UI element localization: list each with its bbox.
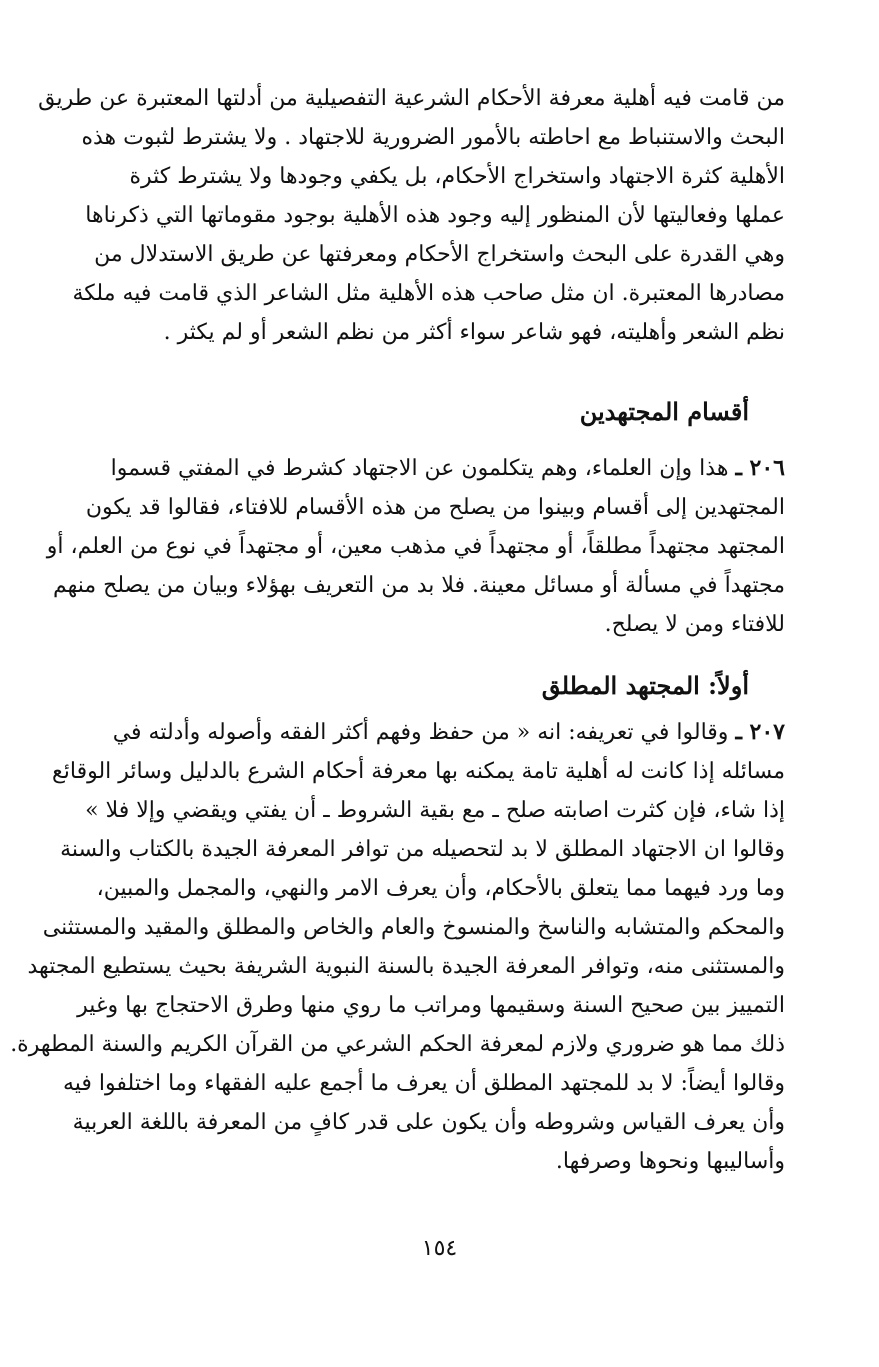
text-line: ذلك مما هو ضروري ولازم لمعرفة الحكم الشرعي من القرآن الكريم والسنة المطهرة. (10, 1032, 785, 1057)
paragraph-number: ٢٠٦ ـ (735, 455, 785, 481)
text-line: التمييز بين صحيح السنة وسقيمها ومراتب ما روي منها وطرق الاحتجاج بها وغير (77, 993, 785, 1018)
text-line: وأن يعرف القياس وشروطه وأن يكون على قدر كافٍ من المعرفة باللغة العربية (72, 1110, 785, 1135)
text-line: وقالوا أيضاً: لا بد للمجتهد المطلق أن يعرف ما أجمع عليه الفقهاء وما اختلفوا فيه (62, 1071, 785, 1096)
text-line: مجتهداً في مسألة أو مسائل معينة. فلا بد من التعريف بهؤلاء وبيان من يصلح منهم (52, 573, 785, 598)
text-line: للافتاء ومن لا يصلح. (604, 612, 785, 637)
text-line: مسائله إذا كانت له أهلية تامة يمكنه بها معرفة أحكام الشرع بالدليل وسائر الوقائع (52, 759, 785, 784)
text-line: عملها وفعاليتها لأن المنظور إليه وجود هذه الأهلية بوجود مقوماتها التي ذكرناها (85, 203, 785, 228)
text-line: وقالوا ان الاجتهاد المطلق لا بد لتحصيله من توافر المعرفة الجيدة بالكتاب والسنة (60, 837, 785, 862)
page-number: ١٥٤ (421, 1236, 458, 1261)
text-line: المجتهد مجتهداً مطلقاً، أو مجتهداً في مذهب معين، أو مجتهداً في نوع من العلم، أو (46, 534, 785, 559)
text-line: من قامت فيه أهلية معرفة الأحكام الشرعية التفصيلية من أدلتها المعتبرة عن طريق (38, 86, 785, 111)
section-heading-absolute-mujtahid: أولاً: المجتهد المطلق (541, 671, 749, 700)
text-line: الأهلية كثرة الاجتهاد واستخراج الأحكام، بل يكفي وجودها ولا يشترط كثرة (129, 164, 785, 189)
paragraph-206 (46, 449, 785, 644)
text-line: وأساليبها ونحوها وصرفها. (555, 1149, 785, 1174)
text-line: المجتهدين إلى أقسام وبينوا من يصلح من هذه الأقسام للافتاء، فقالوا قد يكون (85, 495, 785, 520)
line-text: هذا وإن العلماء، وهم يتكلمون عن الاجتهاد كشرط في المفتي قسموا (110, 456, 729, 481)
line-text: وقالوا في تعريفه: انه « من حفظ وفهم أكثر الفقه وأصوله وأدلته في (112, 720, 729, 745)
text-line: مصادرها المعتبرة. ان مثل صاحب هذه الأهلية مثل الشاعر الذي قامت فيه ملكة (72, 281, 785, 306)
text-line: نظم الشعر وأهليته، فهو شاعر سواء أكثر من نظم الشعر أو لم يكثر . (163, 320, 785, 345)
text-line: البحث والاستنباط مع احاطته بالأمور الضرورية للاجتهاد . ولا يشترط لثبوت هذه (81, 125, 785, 150)
paragraph-207 (10, 713, 785, 1181)
text-line: وهي القدرة على البحث واستخراج الأحكام ومعرفتها عن طريق الاستدلال من (94, 242, 785, 267)
text-line (92, 449, 785, 488)
text-line: والمحكم والمتشابه والناسخ والمنسوخ والعام والخاص والمطلق والمقيد والمستثنى (42, 915, 785, 940)
text-line: إذا شاء، فإن كثرت اصابته صلح ـ مع بقية الشروط ـ أن يفتي ويقضي وإلا فلا » (85, 798, 785, 823)
text-line (92, 713, 785, 752)
text-line: وما ورد فيهما مما يتعلق بالأحكام، وأن يعرف الامر والنهي، والمجمل والمبين، (96, 876, 785, 901)
paragraph-number: ٢٠٧ ـ (735, 719, 785, 745)
paragraph-1 (38, 79, 785, 352)
section-heading-categories: أقسام المجتهدين (579, 397, 749, 426)
text-line: والمستثنى منه، وتوافر المعرفة الجيدة بالسنة النبوية الشريفة بحيث يستطيع المجتهد (27, 954, 785, 979)
